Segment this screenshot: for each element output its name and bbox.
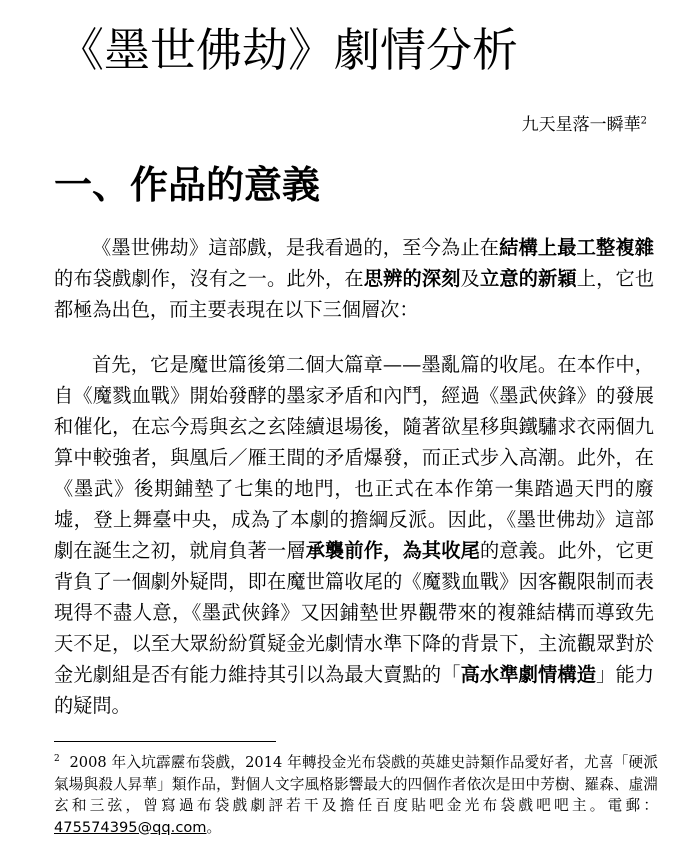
document-title: 《墨世佛劫》劇情分析	[58, 23, 518, 77]
paragraph-text: 首先，它是魔世篇後第二個大篇章——墨亂篇的收尾。在本作中，自《魔戮血戰》開始發酵的墨家矛盾和內鬥，經過《墨武俠鋒》的發展和催化，在忘今焉與玄之玄陸續退場後，隨著欲星移與鐵驌求衣兩個九算中較強者，與凰后／雁王間的矛盾爆發，而正式步入高潮。此外，在《墨武》後期鋪墊了七集的地門，也正式在本作第一集踏過天門的廢墟，登上舞臺中央，成為了本劇的擔綱反派。因此，《墨世佛劫》這部劇在誕生之初，就肩負著一層	[54, 353, 654, 562]
section-heading: 一、作品的意義	[54, 162, 321, 207]
emphasis-text: 承襲前作，為其收尾	[305, 539, 480, 562]
emphasis-text: 結構上最工整複雜	[499, 236, 654, 259]
paragraph-1	[54, 232, 654, 325]
paragraph-text: 的布袋戲劇作，沒有之一。此外，在	[54, 267, 364, 290]
footnote	[54, 752, 658, 838]
emphasis-text: 高水準劇情構造	[460, 663, 597, 686]
emphasis-text: 立意的新穎	[479, 267, 577, 290]
author-line	[522, 114, 647, 136]
paragraph-2	[54, 349, 654, 721]
paragraph-text: 及	[460, 267, 480, 290]
footnote-separator	[54, 741, 276, 742]
footnote-reference[interactable]: 2	[640, 115, 647, 127]
emphasis-text: 思辨的深刻	[363, 267, 461, 290]
email-link[interactable]: 475574395@qq.com	[54, 818, 207, 836]
paragraph-text: 《墨世佛劫》這部戲，是我看過的，至今為止在	[92, 236, 500, 259]
footnote-number: 2	[54, 754, 60, 765]
paragraph-text: 」能力的疑問。	[54, 663, 655, 717]
paragraph-text: 的意義。此外，它更背負了一個劇外疑問，即在魔世篇收尾的《魔戮血戰》因客觀限制而表現得不盡人意，《墨武俠鋒》又因鋪墊世界觀帶來的複雜結構而導致先天不足，以至大眾紛紛質疑金光劇情水準下降的背景下，主流觀眾對於金光劇組是否有能力維持其引以為最大賣點的「	[54, 539, 655, 686]
footnote-end: 。	[206, 818, 222, 836]
footnote-text: 2008 年入坑霹靂布袋戲，2014 年轉投金光布袋戲的英雄史詩類作品愛好者，尤喜「硬派氣場與殺人昇華」類作品，對個人文字風格影響最大的四個作者依次是田中芳樹、羅森、虛淵玄和三弦，曾寫過布袋戲劇評若干及擔任百度貼吧金光布袋戲吧吧主。電郵：	[54, 754, 658, 814]
paragraph-text: 上，它也都極為出色，而主要表現在以下三個層次：	[54, 267, 655, 321]
author-name: 九天星落一瞬華	[521, 115, 641, 135]
